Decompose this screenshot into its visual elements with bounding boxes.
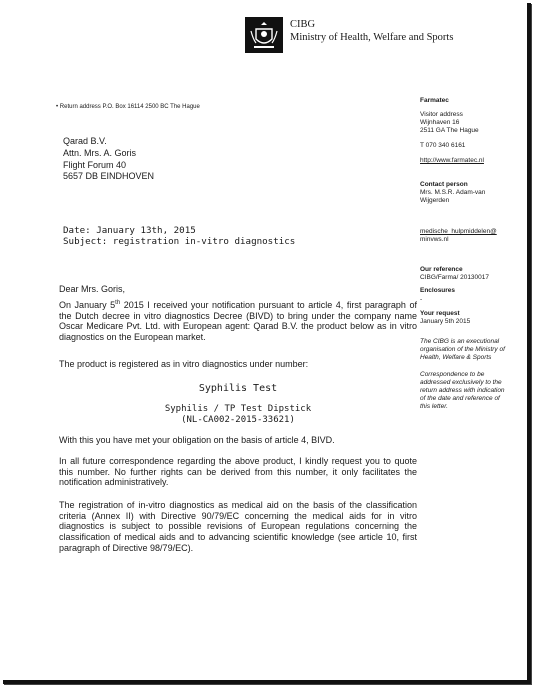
para1-rest: 2015 I received your notification pursuant to article 4, first paragraph of the Dutch decree in vitro diagnostics Decree (BIVD) to bring under the company name Oscar Medicare Pvt. Ltd. with European agent: Qarad B.V. the product below as in vitro diagnostics on the European market. bbox=[59, 300, 418, 343]
enclosures-label: Enclosures bbox=[420, 287, 456, 294]
visitor-street: Wijnhaven 16 bbox=[420, 119, 460, 126]
recipient-company: Qarad B.V. bbox=[63, 136, 107, 146]
sidebar-section-label: Farmatec bbox=[420, 97, 449, 104]
enclosures-value: - bbox=[420, 296, 423, 303]
coat-of-arms-logo bbox=[245, 17, 283, 53]
registration-number: (NL-CA002-2015-33621) bbox=[181, 415, 295, 425]
paragraph-notification bbox=[59, 300, 417, 343]
recipient-street: Flight Forum 40 bbox=[63, 160, 127, 170]
ministry-name: Ministry of Health, Welfare and Sports bbox=[290, 32, 454, 43]
contact-name-line1: Mrs. M.S.R. Adam-van bbox=[420, 189, 486, 196]
paragraph-registered: The product is registered as in vitro diagnostics under number: bbox=[59, 359, 309, 369]
salutation: Dear Mrs. Goris, bbox=[59, 284, 126, 294]
visitor-city: 2511 GA The Hague bbox=[420, 127, 479, 134]
phone-number: T 070 340 6161 bbox=[420, 142, 466, 149]
contact-name-line2: Wijgerden bbox=[420, 197, 450, 204]
note-line5: this letter. bbox=[420, 403, 448, 410]
product-name-line2: Syphilis / TP Test Dipstick bbox=[164, 404, 312, 414]
note-line4: of the date and reference of bbox=[420, 395, 500, 402]
email-line2: minvws.nl bbox=[420, 236, 449, 243]
subject-line: Subject: registration in-vitro diagnostics bbox=[63, 236, 296, 247]
para1-start: On January 5 bbox=[59, 300, 116, 310]
paragraph-correspondence: In all future correspondence regarding the above product, I kindly request you to quote this number. No further rights can be derived from this number, it only facilitates the notification administratively. bbox=[59, 456, 417, 488]
paragraph-obligation: With this you have met your obligation on the basis of article 4, BIVD. bbox=[59, 435, 335, 445]
para1-superscript: th bbox=[115, 300, 121, 306]
visitor-label: Visitor address bbox=[420, 111, 463, 118]
date-line: Date: January 13th, 2015 bbox=[63, 225, 196, 236]
return-address: • Return address P.O. Box 16114 2500 BC The Hague bbox=[56, 104, 200, 110]
your-request-value: January 5th 2015 bbox=[420, 318, 471, 325]
recipient-attn: Attn. Mrs. A. Goris bbox=[63, 148, 137, 158]
note-line2: addressed exclusively to the bbox=[420, 379, 502, 386]
product-name: Syphilis Test bbox=[198, 383, 278, 394]
info-line2: organisation of the Ministry of bbox=[420, 346, 505, 353]
info-line3: Health, Welfare & Sports bbox=[420, 354, 492, 361]
org-name: CIBG bbox=[290, 19, 316, 30]
letter-page bbox=[3, 3, 531, 684]
paragraph-regulations: The registration of in-vitro diagnostics as medical aid on the basis of the classification criteria (Annex II) with Directive 90/79/EC concerning the medical aids for in vitro diagnostics is subject to possible revisions of European regulations concerning the classification of medical aids and to advancing scientific knowledge (see article 10, first paragraph of Directive 98/79/EC). bbox=[59, 500, 417, 553]
your-request-label: Your request bbox=[420, 310, 460, 317]
contact-label: Contact person bbox=[420, 181, 468, 188]
note-line1: Correspondence to be bbox=[420, 371, 485, 378]
email-line1[interactable]: medische_hulpmiddelen@ bbox=[420, 228, 497, 235]
our-reference-label: Our reference bbox=[420, 266, 463, 273]
info-line1: The CIBG is an executional bbox=[420, 338, 500, 345]
recipient-city: 5657 DB EINDHOVEN bbox=[63, 171, 155, 181]
note-line3: return address with indication bbox=[420, 387, 505, 394]
our-reference-value: CIBG/Farma/ 20130017 bbox=[420, 274, 490, 281]
website-link[interactable]: http://www.farmatec.nl bbox=[420, 157, 484, 164]
